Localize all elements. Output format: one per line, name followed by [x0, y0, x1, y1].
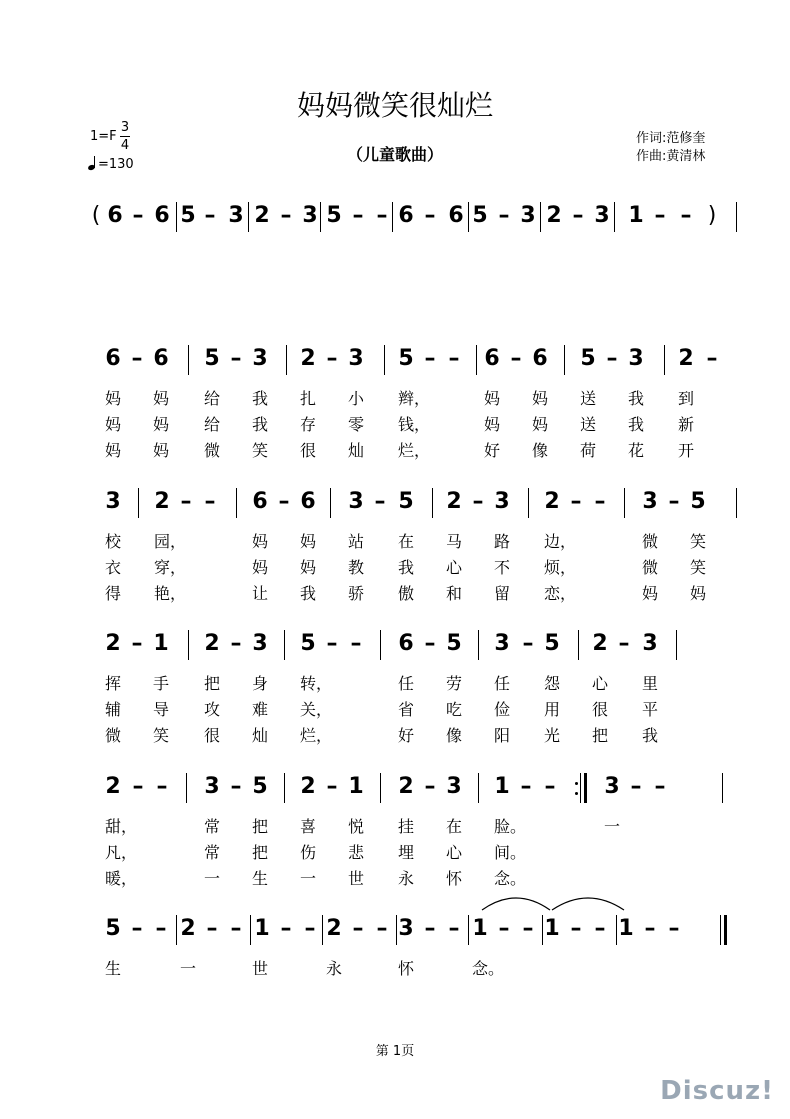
lyric-char: 攻 [203, 700, 221, 719]
lyric-char: 辫， [397, 389, 431, 408]
lyric-char: 灿 [251, 726, 269, 745]
lyric-char: 和 [445, 584, 463, 603]
lyric-char: 小 [347, 389, 365, 408]
note: 5 [300, 631, 316, 656]
lyric-char: 挥 [104, 674, 122, 693]
note: 3 [520, 203, 536, 228]
lyric-char: 马 [445, 532, 463, 551]
lyric-char: 骄 [347, 584, 365, 603]
lyric-char: 俭 [493, 700, 511, 719]
lyric-char: 傲 [397, 584, 415, 603]
lyric-char: 生 [104, 959, 122, 978]
extension-dash: – [680, 203, 692, 228]
lyric-char: 妈 [152, 441, 170, 460]
composer-credit: 作曲:黄清林 [636, 149, 706, 164]
lyric-char: 存 [299, 415, 317, 434]
lyric-char: 在 [397, 532, 415, 551]
note: 6 [398, 631, 414, 656]
lyric-char: 埋 [397, 843, 415, 862]
lyric-char: 一 [179, 959, 197, 978]
lyric-char: 脸。 [493, 817, 527, 836]
lyric-char: 留 [493, 584, 511, 603]
lyric-char: 怨 [543, 674, 561, 693]
extension-dash: – [594, 916, 606, 941]
note: 2 [105, 774, 121, 799]
lyric-char: 园， [153, 532, 187, 551]
lyric-char: 妈 [251, 558, 269, 577]
note: 3 [398, 916, 414, 941]
lyric-char: 微 [641, 532, 659, 551]
extension-dash: – [304, 916, 316, 941]
parenthesis: ( [91, 203, 101, 228]
tie-1 [482, 898, 550, 910]
lyric-char: 暖， [104, 869, 138, 888]
tie-2 [552, 898, 624, 910]
extension-dash: – [132, 774, 144, 799]
lyric-char: 我 [299, 584, 317, 603]
extension-dash: – [131, 346, 143, 371]
extension-dash: – [570, 489, 582, 514]
note: 5 [544, 631, 560, 656]
note: 3 [252, 631, 268, 656]
extension-dash: – [594, 489, 606, 514]
lyric-char: 喜 [299, 817, 317, 836]
lyric-char: 穿， [153, 558, 187, 577]
lyric-char: 吃 [445, 700, 463, 719]
lyric-char: 艳， [153, 584, 187, 603]
extension-dash: – [424, 916, 436, 941]
lyric-char: 微 [104, 726, 122, 745]
note: 2 [544, 489, 560, 514]
lyric-char: 花 [627, 441, 645, 460]
lyric-char: 世 [251, 959, 269, 978]
parenthesis: ) [707, 203, 717, 228]
note: 2 [678, 346, 694, 371]
lyric-char: 我 [251, 389, 269, 408]
note: 2 [446, 489, 462, 514]
note: 5 [690, 489, 706, 514]
extension-dash: – [572, 203, 584, 228]
lyric-char: 心 [591, 674, 609, 693]
lyric-char: 妈 [152, 415, 170, 434]
lyric-char: 很 [299, 441, 317, 460]
extension-dash: – [132, 203, 144, 228]
lyric-char: 教 [347, 558, 365, 577]
tempo-value: =130 [98, 157, 134, 172]
lyric-char: 路 [493, 532, 511, 551]
lyric-char: 挂 [397, 817, 415, 836]
lyric-char: 烂， [397, 441, 431, 460]
note: 2 [105, 631, 121, 656]
note: 1 [618, 916, 634, 941]
lyric-char: 我 [641, 726, 659, 745]
note: 6 [153, 346, 169, 371]
extension-dash: – [230, 346, 242, 371]
extension-dash: – [131, 916, 143, 941]
lyric-char: 妈 [483, 389, 501, 408]
discuz-watermark: Discuz! [660, 1076, 774, 1106]
note: 2 [154, 489, 170, 514]
note: 1 [544, 916, 560, 941]
lyric-char: 把 [591, 726, 609, 745]
note: 3 [494, 631, 510, 656]
lyric-char: 转， [299, 674, 333, 693]
extension-dash: – [156, 774, 168, 799]
lyric-char: 妈 [104, 415, 122, 434]
page-number: 第 1页 [375, 1044, 415, 1059]
lyric-char: 零 [347, 415, 365, 434]
lyric-char: 悲 [347, 843, 365, 862]
note: 2 [326, 916, 342, 941]
lyric-char: 妈 [104, 389, 122, 408]
lyric-char: 很 [203, 726, 221, 745]
lyric-char: 任 [397, 674, 415, 693]
extension-dash: – [278, 489, 290, 514]
lyric-char: 得 [104, 584, 122, 603]
lyric-char: 永 [325, 959, 343, 978]
note: 3 [446, 774, 462, 799]
extension-dash: – [606, 346, 618, 371]
extension-dash: – [230, 916, 242, 941]
lyric-char: 妈 [152, 389, 170, 408]
lyric-char: 很 [591, 700, 609, 719]
note: 6 [154, 203, 170, 228]
lyric-char: 笑 [251, 441, 269, 460]
lyric-char: 妈 [531, 415, 549, 434]
note: 2 [546, 203, 562, 228]
lyric-char: 导 [152, 700, 170, 719]
note: 3 [204, 774, 220, 799]
lyric-char: 阳 [493, 726, 511, 745]
lyric-char: 灿 [347, 441, 365, 460]
extension-dash: – [326, 774, 338, 799]
lyric-char: 扎 [299, 389, 317, 408]
note: 3 [252, 346, 268, 371]
lyric-char: 关， [299, 700, 333, 719]
lyric-char: 妈 [531, 389, 549, 408]
extension-dash: – [204, 203, 216, 228]
extension-dash: – [544, 774, 556, 799]
time-signature-bottom: 4 [120, 138, 130, 153]
lyric-char: 好 [483, 441, 501, 460]
note: 5 [204, 346, 220, 371]
lyric-char: 妈 [483, 415, 501, 434]
extension-dash: – [424, 774, 436, 799]
lyric-char: 一 [203, 869, 221, 888]
lyric-char: 送 [579, 389, 597, 408]
lyric-char: 把 [251, 817, 269, 836]
extension-dash: – [155, 916, 167, 941]
note: 6 [252, 489, 268, 514]
lyric-char: 心 [445, 843, 463, 862]
lyric-char: 生 [251, 869, 269, 888]
note: 6 [532, 346, 548, 371]
song-title: 妈妈微笑很灿烂 [296, 89, 493, 122]
note: 2 [204, 631, 220, 656]
lyric-char: 常 [203, 843, 221, 862]
note: 2 [300, 774, 316, 799]
lyric-char: 我 [627, 415, 645, 434]
extension-dash: – [352, 203, 364, 228]
note: 1 [628, 203, 644, 228]
note: 6 [448, 203, 464, 228]
lyric-char: 光 [543, 726, 561, 745]
note: 3 [348, 346, 364, 371]
extension-dash: – [668, 916, 680, 941]
extension-dash: – [204, 489, 216, 514]
extension-dash: – [654, 774, 666, 799]
note: 2 [254, 203, 270, 228]
lyric-char: 不 [493, 558, 511, 577]
note: 5 [180, 203, 196, 228]
extension-dash: – [230, 774, 242, 799]
lyric-char: 像 [531, 441, 549, 460]
lyric-char: 念。 [493, 869, 527, 888]
note: 5 [398, 346, 414, 371]
note: 2 [592, 631, 608, 656]
extension-dash: – [230, 631, 242, 656]
lyric-char: 在 [445, 817, 463, 836]
extension-dash: – [180, 489, 192, 514]
note: 3 [628, 346, 644, 371]
lyric-char: 笑 [689, 558, 707, 577]
note: 5 [472, 203, 488, 228]
lyric-char: 妈 [641, 584, 659, 603]
extension-dash: – [448, 346, 460, 371]
lyric-char: 难 [251, 700, 269, 719]
extension-dash: – [706, 346, 718, 371]
note: 3 [105, 489, 121, 514]
lyric-char: 心 [445, 558, 463, 577]
lyric-char: 荷 [579, 441, 597, 460]
lyric-char: 怀 [397, 959, 415, 978]
lyric-char: 把 [251, 843, 269, 862]
lyric-char: 用 [543, 700, 561, 719]
lyric-char: 微 [203, 441, 221, 460]
extension-dash: – [326, 631, 338, 656]
lyric-char: 烦， [543, 558, 577, 577]
lyric-char: 笑 [152, 726, 170, 745]
lyric-char: 伤 [299, 843, 317, 862]
lyric-char: 念。 [471, 959, 505, 978]
lyric-char: 我 [251, 415, 269, 434]
note: 3 [594, 203, 610, 228]
extension-dash: – [520, 774, 532, 799]
extension-dash: – [206, 916, 218, 941]
extension-dash: – [424, 631, 436, 656]
lyricist-credit: 作词:范修奎 [636, 131, 706, 146]
lyric-char: 妈 [689, 584, 707, 603]
lyric-char: 给 [203, 415, 221, 434]
extension-dash: – [522, 916, 534, 941]
note: 1 [472, 916, 488, 941]
extension-dash: – [448, 916, 460, 941]
lyric-char: 校 [104, 532, 122, 551]
extension-dash: – [668, 489, 680, 514]
extension-dash: – [630, 774, 642, 799]
lyric-char: 手 [152, 674, 170, 693]
note: 5 [580, 346, 596, 371]
lyric-char: 悦 [347, 817, 365, 836]
lyric-char: 省 [397, 700, 415, 719]
lyric-char: 平 [641, 700, 659, 719]
lyric-char: 新 [677, 415, 695, 434]
extension-dash: – [472, 489, 484, 514]
note: 3 [228, 203, 244, 228]
note: 2 [180, 916, 196, 941]
note: 2 [398, 774, 414, 799]
note: 3 [642, 489, 658, 514]
lyric-char: 我 [627, 389, 645, 408]
lyric-char: 烂， [299, 726, 333, 745]
note: 1 [254, 916, 270, 941]
lyric-char: 怀 [445, 869, 463, 888]
extension-dash: – [280, 916, 292, 941]
lyric-char: 让 [251, 584, 269, 603]
lyric-char: 我 [397, 558, 415, 577]
extension-dash: – [326, 346, 338, 371]
lyric-char: 钱， [397, 415, 431, 434]
note: 2 [300, 346, 316, 371]
lyric-char: 妈 [299, 558, 317, 577]
lyric-char: 送 [579, 415, 597, 434]
note: 5 [446, 631, 462, 656]
lyric-char: 边， [543, 532, 577, 551]
note: 5 [326, 203, 342, 228]
time-signature-top: 3 [120, 120, 130, 135]
note: 3 [494, 489, 510, 514]
extension-dash: – [350, 631, 362, 656]
extension-dash: – [352, 916, 364, 941]
extension-dash: – [522, 631, 534, 656]
lyric-char: 辅 [104, 700, 122, 719]
lyric-char: 站 [347, 532, 365, 551]
lyric-char: 一 [603, 817, 621, 836]
note: 6 [484, 346, 500, 371]
note: 6 [398, 203, 414, 228]
extension-dash: – [498, 916, 510, 941]
lyric-char: 像 [445, 726, 463, 745]
lyric-char: 给 [203, 389, 221, 408]
note: 5 [252, 774, 268, 799]
lyric-char: 永 [397, 869, 415, 888]
extension-dash: – [618, 631, 630, 656]
note: 3 [348, 489, 364, 514]
lyric-char: 开 [677, 441, 695, 460]
note: 1 [494, 774, 510, 799]
note: 6 [107, 203, 123, 228]
note: 6 [300, 489, 316, 514]
lyric-char: 甜， [104, 817, 138, 836]
lyric-char: 妈 [251, 532, 269, 551]
song-subtitle: （儿童歌曲） [346, 145, 443, 164]
extension-dash: – [424, 203, 436, 228]
lyric-char: 世 [347, 869, 365, 888]
lyric-char: 微 [641, 558, 659, 577]
lyric-char: 衣 [104, 558, 122, 577]
lyric-char: 常 [203, 817, 221, 836]
note: 5 [398, 489, 414, 514]
note: 1 [153, 631, 169, 656]
lyric-char: 妈 [299, 532, 317, 551]
lyric-char: 妈 [104, 441, 122, 460]
extension-dash: – [654, 203, 666, 228]
lyric-char: 恋， [543, 584, 577, 603]
note: 6 [105, 346, 121, 371]
lyric-char: 一 [299, 869, 317, 888]
lyric-char: 间。 [493, 843, 527, 862]
extension-dash: – [498, 203, 510, 228]
extension-dash: – [376, 916, 388, 941]
lyric-char: 笑 [689, 532, 707, 551]
note: 5 [105, 916, 121, 941]
note: 3 [302, 203, 318, 228]
lyric-char: 里 [641, 674, 659, 693]
extension-dash: – [131, 631, 143, 656]
extension-dash: – [570, 916, 582, 941]
extension-dash: – [424, 346, 436, 371]
note: 1 [348, 774, 364, 799]
extension-dash: – [280, 203, 292, 228]
note: 3 [642, 631, 658, 656]
extension-dash: – [376, 203, 388, 228]
note: 3 [604, 774, 620, 799]
extension-dash: – [510, 346, 522, 371]
lyric-char: 任 [493, 674, 511, 693]
lyric-char: 身 [251, 674, 269, 693]
lyric-char: 劳 [445, 674, 463, 693]
lyric-char: 把 [203, 674, 221, 693]
extension-dash: – [644, 916, 656, 941]
key-signature: 1=F [90, 129, 117, 144]
lyric-char: 到 [677, 389, 695, 408]
extension-dash: – [374, 489, 386, 514]
lyric-char: 好 [397, 726, 415, 745]
lyric-char: 凡， [104, 843, 138, 862]
